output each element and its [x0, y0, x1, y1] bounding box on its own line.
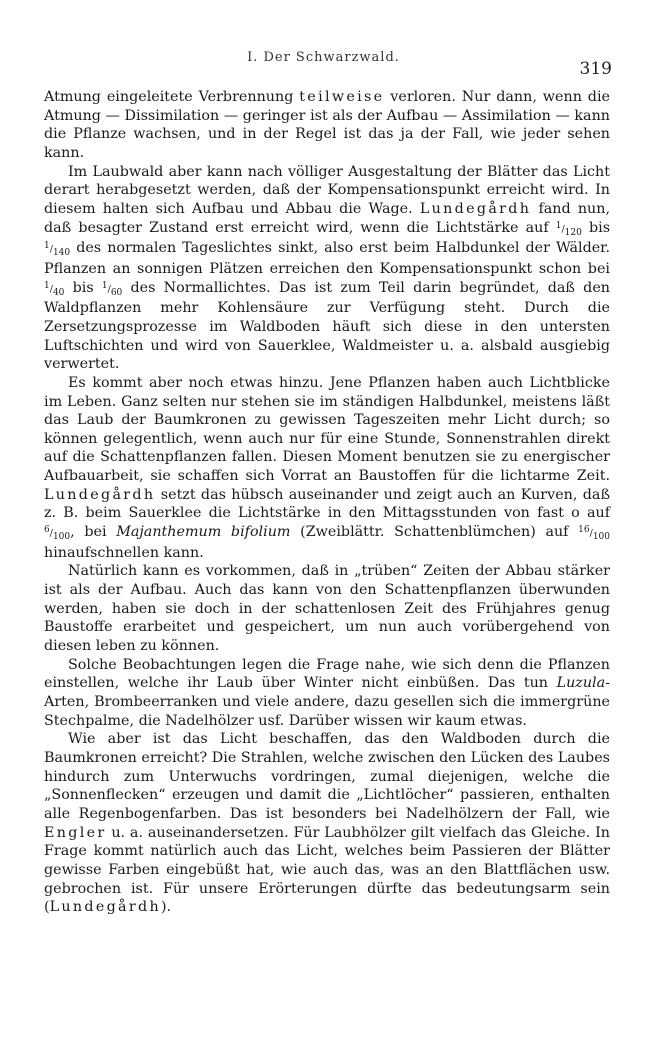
fraction: $^1/_{40}$ — [44, 280, 65, 298]
species-name: Majanthemum bifolium — [116, 524, 291, 541]
body-text — [44, 88, 610, 917]
text-run: bis — [72, 279, 94, 296]
paragraph — [44, 656, 610, 731]
running-head: I. Der Schwarzwald. — [247, 50, 400, 65]
text-run: (Zweiblättr. Schattenblümchen) auf — [300, 524, 569, 541]
text-run: bis — [588, 219, 611, 236]
text-run: des normalen Tageslichtes sinkt, also erst beim Halbdunkel der Wälder. Pflanzen an sonnigen Plätzen erreichen den Kompensationspunkt schon bei — [44, 240, 610, 277]
text-run: -Arten, Brombeerranken und viele andere, dazu gesellen sich die immergrüne Stechpalme, die Nadelhölzer usf. Darüber wissen wir kaum etwas. — [44, 675, 610, 729]
paragraph — [44, 88, 610, 163]
paragraph — [44, 730, 610, 917]
text-run: Atmung eingeleitete Verbrennung — [44, 89, 294, 105]
author-name: Lundegårdh — [49, 899, 161, 916]
text-run: Solche Beobachtungen legen die Frage nahe, wie sich denn die Pflanzen einstellen, welche ihr Laub über Winter nicht einbüßen. Das tun — [44, 656, 610, 692]
text-run: verloren. Nur dann, wenn die Atmung — Dissimilation — geringer ist als der Aufbau — Assimilation — kann die Pflanze wachsen, und in der Regel ist das ja der Fall, wie jeder sehen kann. — [44, 89, 610, 161]
fraction: $^6/_{100}$ — [44, 524, 71, 542]
text-run: Wie aber ist das Licht beschaffen, das den Waldboden durch die Baumkronen erreicht? Die Strahlen, welche zwischen den Lücken des Laubes hindurch zum Unterwuchs vordringen, zumal diejenigen, welche die „Sonnenflecken“ erzeugen und damit die „Lichtlöcher“ passieren, enthalten alle Regenbogenfarben. Das ist besonders bei Nadelhölzern der Fall, wie — [44, 731, 610, 822]
text-run: setzt das hübsch auseinander und zeigt auch an Kurven, daß z. B. beim Sauerklee die Lichtstärke in den Mittagsstunden von fast o auf — [44, 486, 610, 522]
text-run: ). — [160, 899, 172, 916]
author-name: Lundegårdh — [419, 200, 532, 217]
fraction: $^1/_{60}$ — [101, 280, 123, 298]
text-run: u. a. auseinandersetzen. Für Laubhölzer gilt vielfach das Gleiche. In Frage kommt natürlich auch das Licht, welches beim Passieren der Blätter gewisse Farben eingebüßt hat, wie auch das, was an den Blattflächen usw. gebrochen ist. Für unsere Erörterungen dürfte das bedeutungsarm sein ( — [44, 824, 610, 916]
genus-name: Luzula — [556, 675, 606, 692]
fraction: $^{16}/_{100}$ — [578, 524, 610, 542]
text-run: , bei — [70, 524, 107, 541]
text-run: fand nun, daß besagter Zustand erst erreicht wird, wenn die Lichtstärke auf — [44, 200, 611, 236]
emphasis-spaced: teilweise — [299, 89, 385, 105]
paragraph — [44, 374, 610, 563]
author-name: Engler — [44, 824, 107, 841]
paragraph — [44, 163, 610, 374]
text-run: hinaufschnellen kann. — [44, 544, 204, 561]
text-run: Im Laubwald aber kann nach völliger Ausgestaltung der Blätter das Licht derart herabgesetzt werden, daß der Kompensationspunkt erreicht wird. In diesem halten sich Aufbau und Abbau die Wage. — [44, 163, 610, 217]
fraction: $^1/_{140}$ — [44, 241, 71, 259]
author-name: Lundegårdh — [44, 486, 156, 503]
fraction: $^1/_{120}$ — [555, 220, 582, 238]
text-run: Es kommt aber noch etwas hinzu. Jene Pflanzen haben auch Lichtblicke im Leben. Ganz selten nur stehen sie im ständigen Halbdunkel, meistens läßt das Laub der Baumkronen zu gewissen Tageszeiten mehr Licht durch; so können gelegentlich, wenn auch nur für eine Stunde, Sonnenstrahlen direkt auf die Schattenpflanzen fallen. Diesen Moment benutzen sie zu energischer Aufbauarbeit, sie schaffen sich Vorrat an Baustoffen für die lichtarme Zeit. — [44, 374, 610, 485]
paragraph: Natürlich kann es vorkommen, daß in „trüben“ Zeiten der Abbau stärker ist als der Aufbau. Auch das kann von den Schattenpflanzen überwunden werden, haben sie doch in der schattenlosen Zeit des Frühjahres genug Baustoffe erarbeitet und gespeichert, um nun auch vorübergehend von diesen leben zu können. — [44, 563, 610, 655]
page-number: 319 — [579, 59, 612, 79]
text-run: des Normallichtes. Das ist zum Teil darin begründet, daß den Waldpflanzen mehr Kohlensäure zur Verfügung steht. Durch die Zersetzungsprozesse im Waldboden häuft sich diese in den untersten Luftschichten und wird von Sauerklee, Waldmeister u. a. alsbald ausgiebig verwertet. — [44, 279, 610, 373]
